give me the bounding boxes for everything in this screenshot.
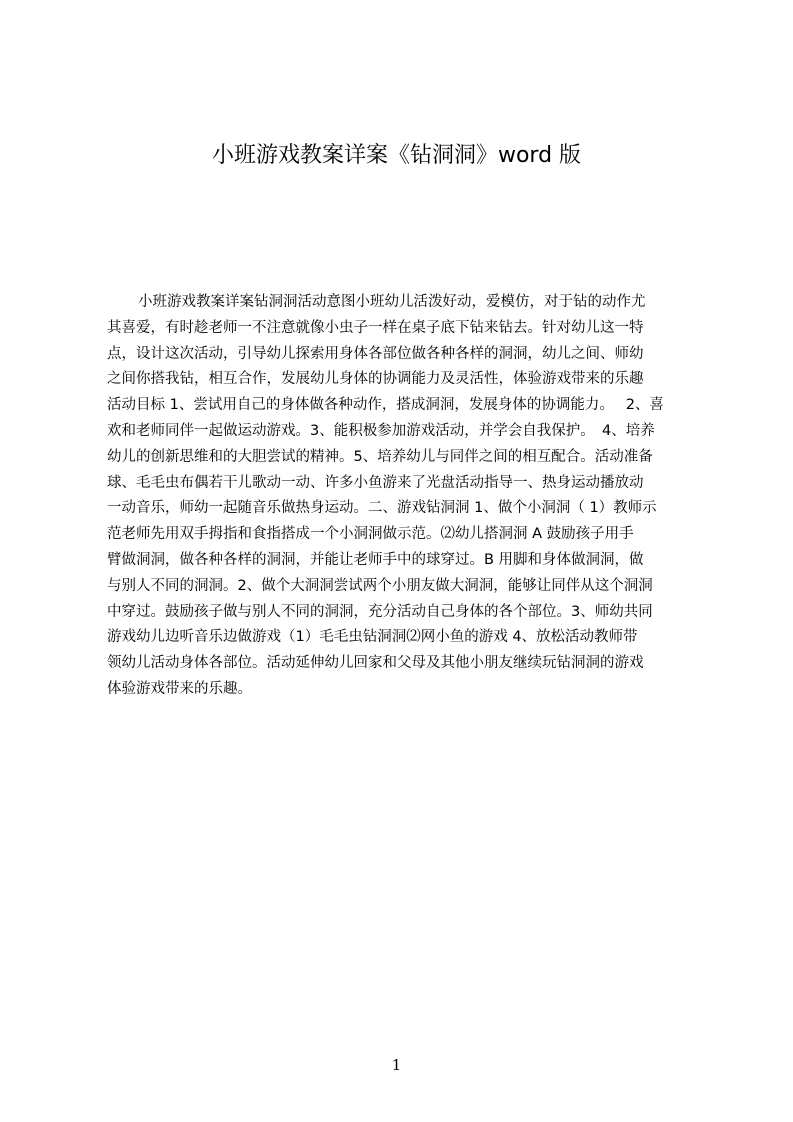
body-line: 欢和老师同伴一起做运动游戏。3、能积极参加游戏活动，并学会自我保护。 4、培养 [107,422,655,439]
body-line: 臂做洞洞，做各种各样的洞洞，并能让老师手中的球穿过。B 用脚和身体做洞洞，做 [107,551,644,568]
page-number: 1 [391,1056,402,1074]
page-title: 小班游戏教案详案《钻洞洞》word 版 [211,143,582,168]
body-line: 与别人不同的洞洞。2、做个大洞洞尝试两个小朋友做大洞洞，能够让同伴从这个洞洞 [107,577,653,594]
body-line: 体验游戏带来的乐趣。 [107,680,252,697]
body-line: 小班游戏教案详案钻洞洞活动意图小班幼儿活泼好动，爱模仿，对于钻的动作尤 [138,294,646,310]
body-line: 点，设计这次活动，引导幼儿探索用身体各部位做各种各样的洞洞，幼儿之间、师幼 [107,345,644,362]
body-line: 中穿过。鼓励孩子做与别人不同的洞洞，充分活动自己身体的各个部位。3、师幼共同 [107,603,653,620]
body-line: 之间你搭我钻，相互合作，发展幼儿身体的协调能力及灵活性，体验游戏带来的乐趣 [107,371,644,388]
body-line: 游戏幼儿边听音乐边做游戏（1）毛毛虫钻洞洞⑵网小鱼的游戏 4、放松活动教师带 [107,629,638,646]
body-line: 其喜爱，有时趁老师一不注意就像小虫子一样在桌子底下钻来钻去。针对幼儿这一特 [107,319,644,336]
body-line: 幼儿的创新思维和的大胆尝试的精神。5、培养幼儿与同伴之间的相互配合。活动准备 [107,448,653,465]
body-line: 范老师先用双手拇指和食指搭成一个小洞洞做示范。⑵幼儿搭洞洞 A 鼓励孩子用手 [107,526,634,543]
body-line: 领幼儿活动身体各部位。活动延伸幼儿回家和父母及其他小朋友继续玩钻洞洞的游戏 [107,655,644,672]
body-line: 活动目标 1、尝试用自己的身体做各种动作，搭成洞洞，发展身体的协调能力。 2、喜 [107,397,664,414]
body-paragraph [107,290,697,715]
body-line: 一动音乐，师幼一起随音乐做热身运动。二、游戏钻洞洞 1、做个小洞洞（ 1）教师示 [107,500,657,517]
body-line: 球、毛毛虫布偶若干儿歌动一动、许多小鱼游来了光盘活动指导一、热身运动播放动 [107,474,644,491]
